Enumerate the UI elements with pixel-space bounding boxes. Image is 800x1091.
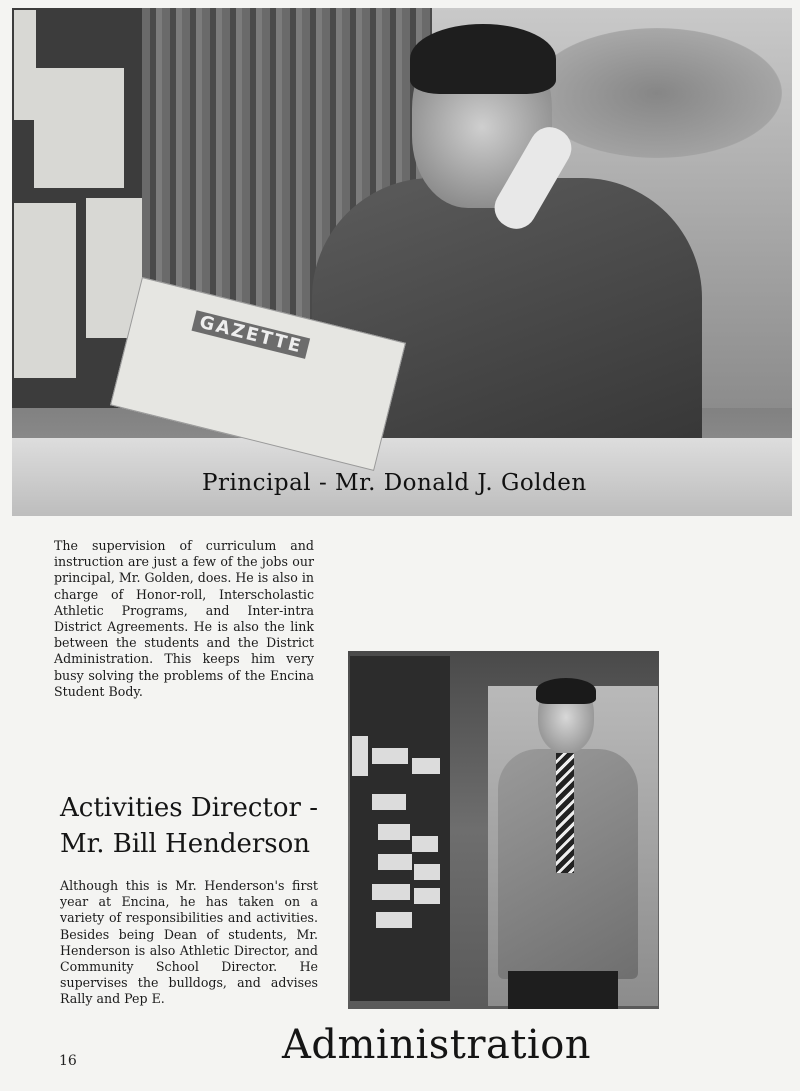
- activities-director-description: Although this is Mr. Henderson's first year at Encina, he has taken on a variety of responsibilities and activities. Besides being Dean of students, Mr. Henderson is also Athletic Director, and Community School Director. He supervises the bulldogs, and advises Rally and Pep E.: [60, 878, 318, 1007]
- heading-line-1: Activities Director -: [60, 793, 318, 823]
- principal-caption: Principal - Mr. Donald J. Golden: [202, 470, 587, 496]
- activities-director-figure: [498, 681, 648, 1009]
- section-title: Administration: [282, 1022, 592, 1068]
- newspaper-masthead: GAZETTE: [192, 310, 311, 359]
- activities-director-heading: [60, 790, 330, 862]
- display-board: [350, 656, 450, 1001]
- activities-director-photo: [348, 651, 659, 1009]
- page-number: 16: [59, 1053, 77, 1069]
- heading-line-2: Mr. Bill Henderson: [60, 829, 311, 859]
- principal-description: The supervision of curriculum and instruction are just a few of the jobs our principal, Mr. Golden, does. He is also in charge of Honor-roll, Interscholastic Athletic Programs, and Inter-intra District Agreements. He is also the link between the students and the District Administration. This keeps him very busy solving the problems of the Encina Student Body.: [54, 538, 314, 699]
- principal-photo: [12, 8, 792, 516]
